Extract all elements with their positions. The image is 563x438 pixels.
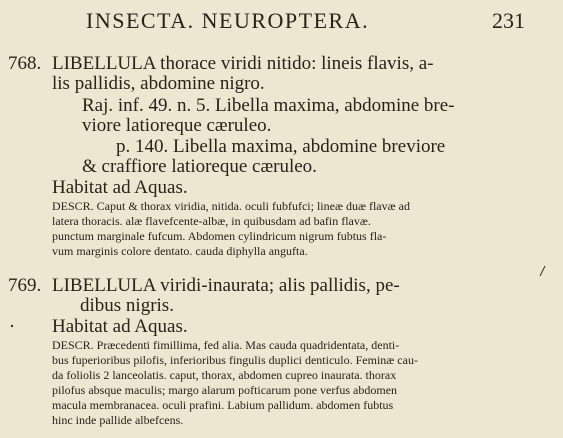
reference-line: viore latioreque cæruleo. [82,115,272,136]
entry-number: 769. [8,275,42,296]
reference-line: p. 140. Libella maxima, abdomine breviore [116,136,446,157]
entry-title-line: LIBELLULA viridi-inaurata; alis pallidis, pe- [52,275,400,296]
description-line: macula membranacea. oculi prafini. Labium pallidum. abdomen fubtus [52,398,394,412]
page-number: 231 [492,8,525,33]
description-line: latera thoracis. alæ flavefcente-albæ, in quibusdam ad bafin flavæ. [52,214,371,228]
description-line: DESCR. Caput & thorax viridia, nitida. oculi fubfufci; lineæ duæ flavæ ad [52,199,410,213]
description-line: DESCR. Præcedenti fimillima, fed alia. Mas cauda quadridentata, denti- [52,338,400,352]
reference-line: Raj. inf. 49. n. 5. Libella maxima, abdomine bre- [82,95,455,116]
description-line: da foliolis 2 lanceolatis. caput, thorax, abdomen cupreo inaurata. thorax [52,368,397,382]
description-line: hinc inde pallide albefcens. [52,413,184,427]
ink-speck [540,266,545,276]
entry-title-line: LIBELLULA thorace viridi nitido: lineis flavis, a- [52,53,434,74]
reference-line: & craffiore latioreque cæruleo. [82,156,317,177]
entry-title-line: dibus nigris. [80,295,174,316]
ink-speck [11,325,13,327]
entry-title-line: lis pallidis, abdomine nigro. [52,73,265,94]
description-line: vum marginis colore dentato. cauda diphylla angufta. [52,244,308,258]
description-line: bus fuperioribus pilofis, inferioribus fingulis duplici denticulo. Feminæ cau- [52,353,418,367]
running-title: INSECTA. NEUROPTERA. [86,8,370,33]
entry-number: 768. [8,53,42,74]
habitat-line: Habitat ad Aquas. [52,316,188,337]
habitat-line: Habitat ad Aquas. [52,177,188,198]
description-line: pilofus absque maculis; margo alarum pofticarum pone verfus abdomen [52,383,398,397]
description-line: punctum marginale fufcum. Abdomen cylindricum nigrum fubtus fla- [52,229,387,243]
